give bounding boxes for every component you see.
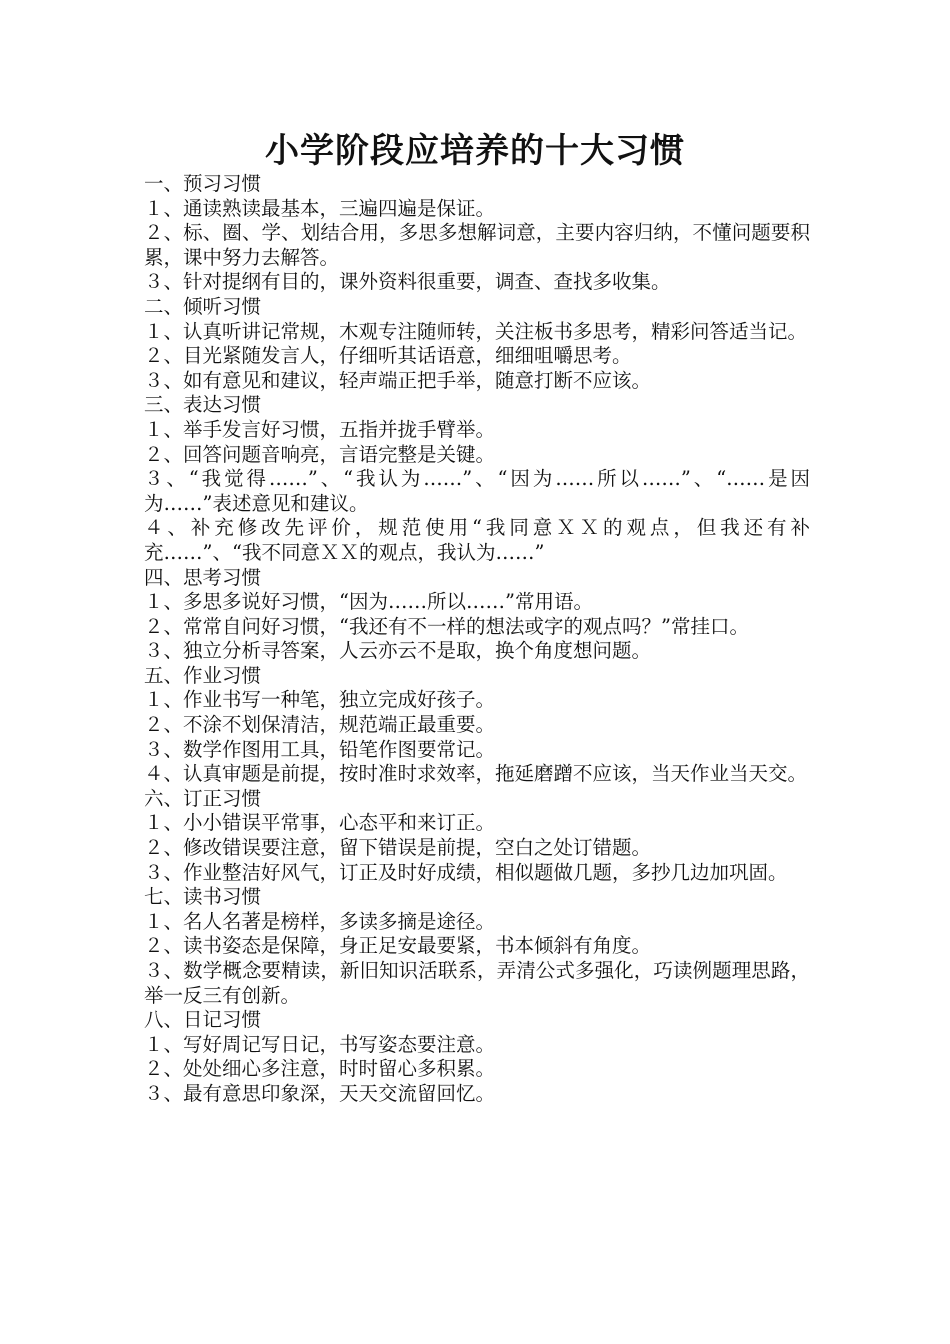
list-item: ２、标、圈、学、划结合用，多思多想解词意，主要内容归纳，不懂问题要积累，课中努力去解答。 <box>144 221 810 269</box>
list-item: ２、读书姿态是保障，身正足安最要紧，书本倾斜有角度。 <box>144 934 652 958</box>
list-item: １、写好周记写日记，书写姿态要注意。 <box>144 1032 496 1056</box>
document-body <box>144 172 810 1107</box>
page-title: 小学阶段应培养的十大习惯 <box>265 131 685 171</box>
list-item: １、通读熟读最基本，三遍四遍是保证。 <box>144 196 496 220</box>
section-heading: 一、预习习惯 <box>144 172 262 195</box>
list-item: １、作业书写一种笔，独立完成好孩子。 <box>144 688 496 712</box>
section-heading: 三、表达习惯 <box>144 393 262 417</box>
list-item: ２、目光紧随发言人，仔细听其话语意，细细咀嚼思考。 <box>144 344 632 368</box>
list-item: ３、针对提纲有目的，课外资料很重要，调查、查找多收集。 <box>144 270 671 294</box>
list-item: ４、补充修改先评价，规范使用“我同意ＸＸ的观点，但我还有补充……”、“我不同意ＸＸ的观点，我认为……” <box>144 516 810 564</box>
list-item: １、举手发言好习惯，五指并拢手臂举。 <box>144 417 496 441</box>
section-heading: 八、日记习惯 <box>144 1008 262 1032</box>
list-item: ２、回答问题音响亮，言语完整是关键。 <box>144 442 496 466</box>
section-heading: 四、思考习惯 <box>144 565 262 589</box>
list-item: ３、“我觉得……”、“我认为……”、“因为……所以……”、“……是因为……”表述意见和建议。 <box>144 467 810 515</box>
list-item: ３、数学作图用工具，铅笔作图要常记。 <box>144 737 496 761</box>
list-item: ２、修改错误要注意，留下错误是前提，空白之处订错题。 <box>144 836 652 860</box>
list-item: １、小小错误平常事，心态平和来订正。 <box>144 811 496 835</box>
section-heading: 二、倾听习惯 <box>144 294 262 318</box>
list-item: １、认真听讲记常规，木观专注随师转，关注板书多思考，精彩问答适当记。 <box>144 319 808 343</box>
section-heading: 六、订正习惯 <box>144 786 262 810</box>
section-heading: 五、作业习惯 <box>144 663 262 687</box>
list-item: ３、数学概念要精读，新旧知识活联系，弄清公式多强化，巧读例题理思路，举一反三有创新。 <box>144 959 810 1007</box>
list-item: ３、最有意思印象深，天天交流留回忆。 <box>144 1081 496 1105</box>
list-item: ２、处处细心多注意，时时留心多积累。 <box>144 1057 496 1081</box>
section-heading: 七、读书习惯 <box>144 885 262 909</box>
list-item: ３、作业整洁好风气，订正及时好成绩，相似题做几题，多抄几边加巩固。 <box>144 860 788 884</box>
list-item: １、名人名著是榜样，多读多摘是途径。 <box>144 909 496 933</box>
list-item: ２、不涂不划保清洁，规范端正最重要。 <box>144 713 496 737</box>
list-item: ２、常常自问好习惯，“我还有不一样的想法或字的观点吗？”常挂口。 <box>144 614 749 638</box>
list-item: ３、独立分析寻答案，人云亦云不是取，换个角度想问题。 <box>144 639 652 663</box>
list-item: ４、认真审题是前提，按时准时求效率，拖延磨蹭不应该，当天作业当天交。 <box>144 762 808 786</box>
list-item: １、多思多说好习惯，“因为……所以……”常用语。 <box>144 590 593 614</box>
list-item: ３、如有意见和建议，轻声端正把手举，随意打断不应该。 <box>144 368 652 392</box>
